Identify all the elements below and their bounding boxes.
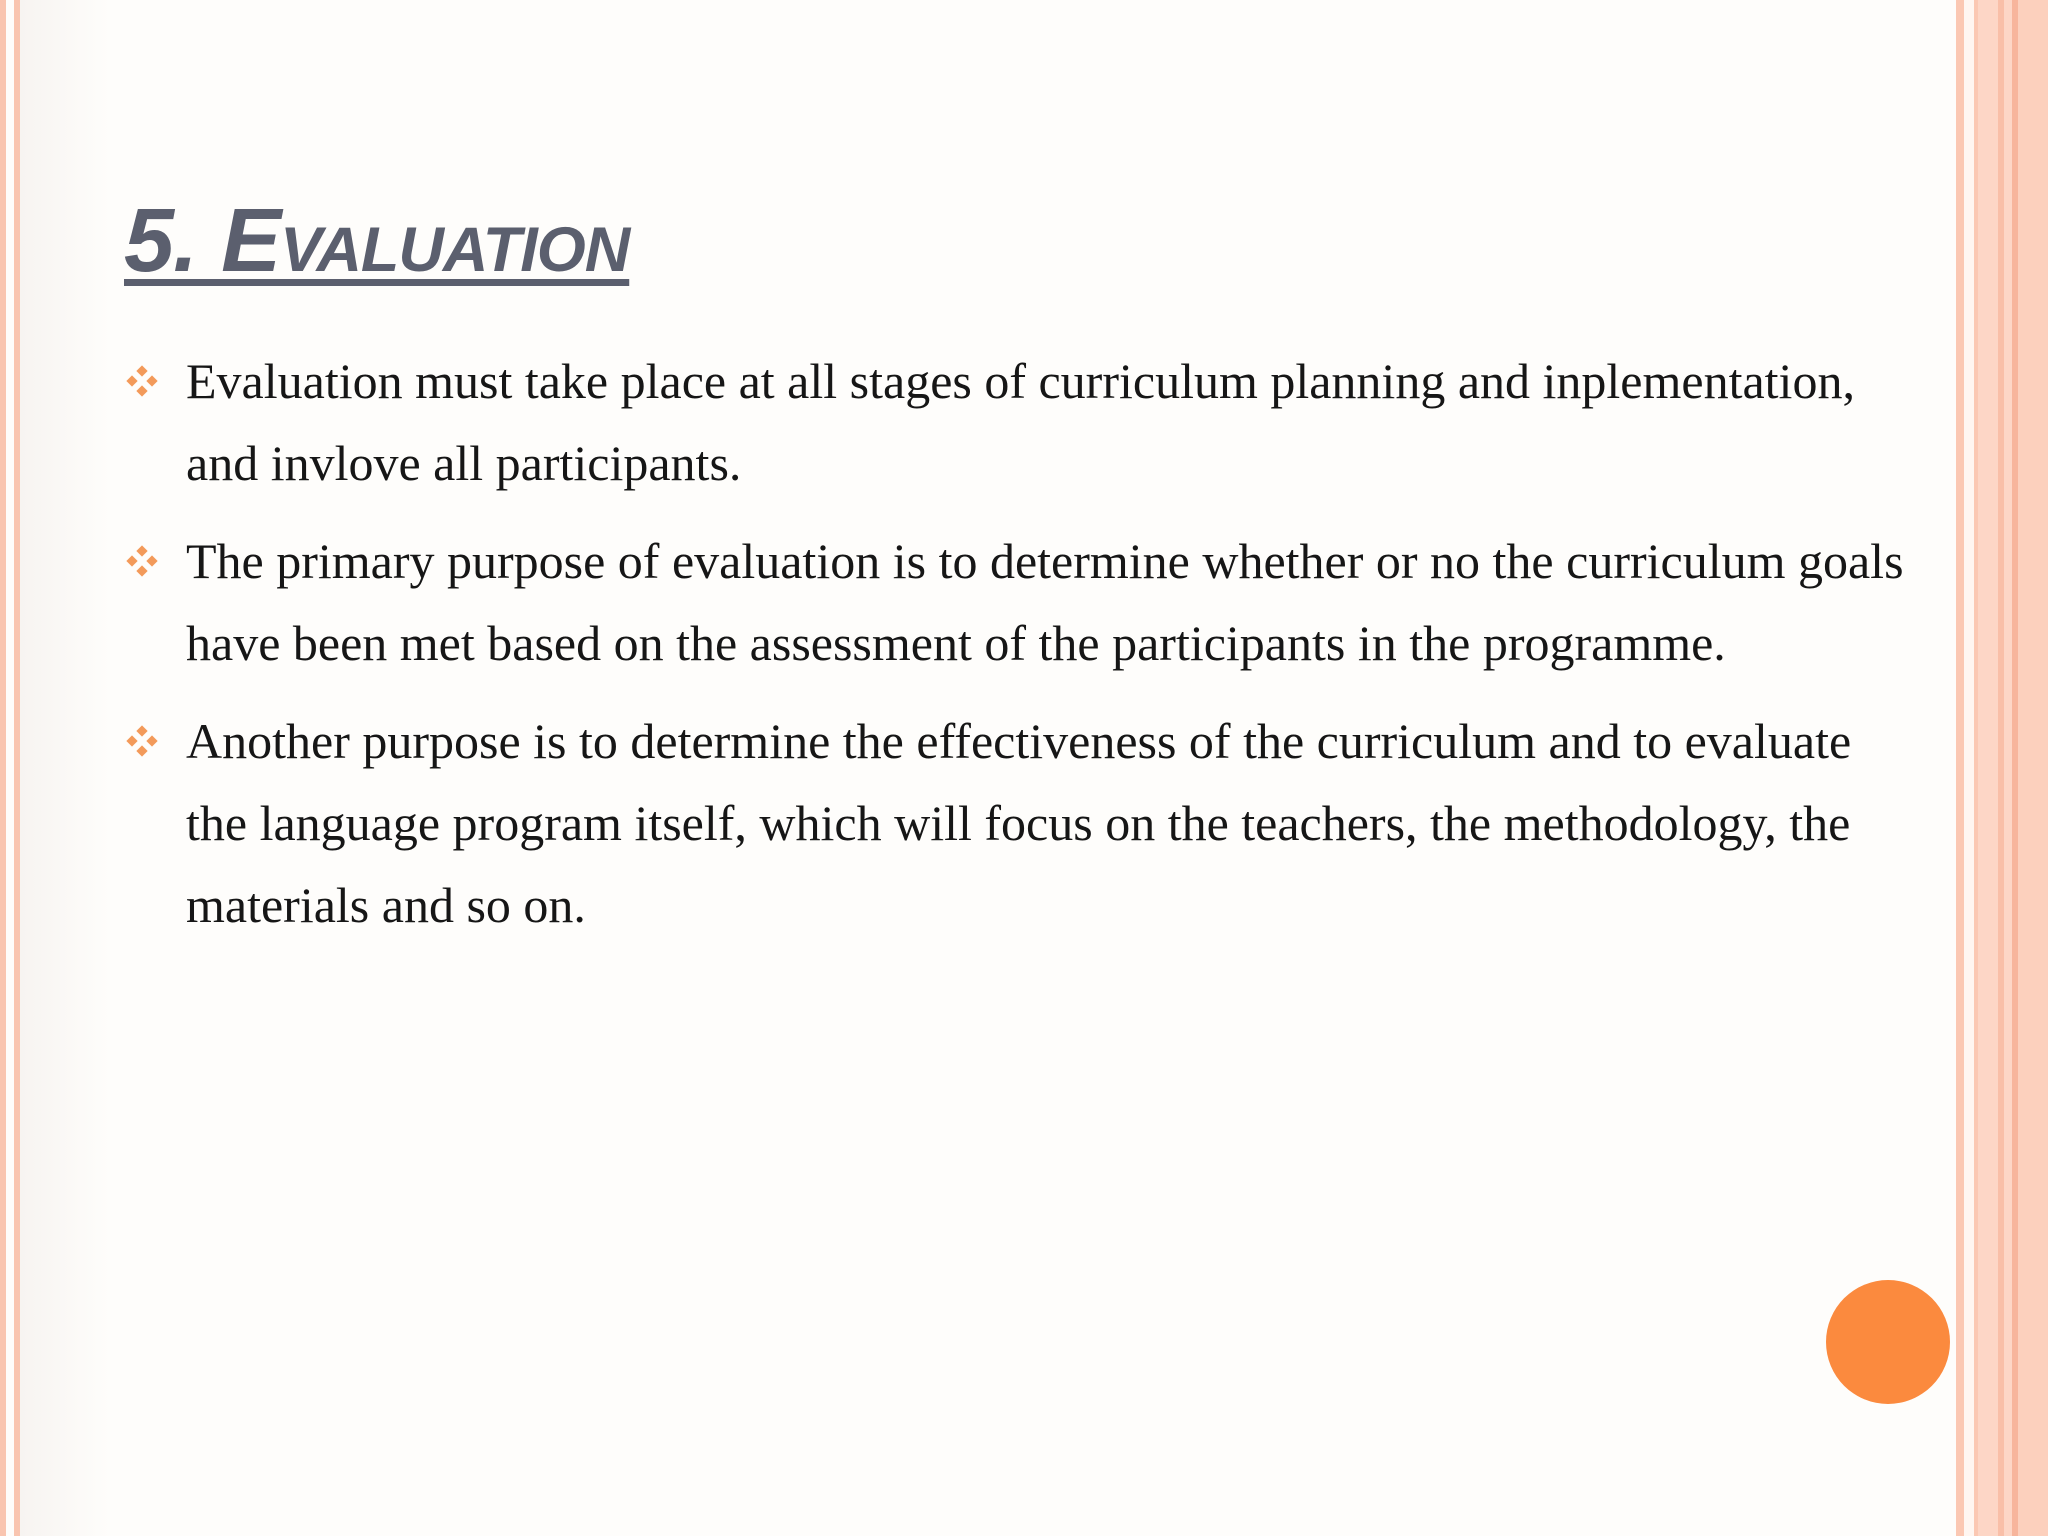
diamond-bullet-icon [124,543,160,579]
left-border-line [0,0,6,1536]
bullet-item [124,700,1924,946]
right-decorative-band [2004,0,2012,1536]
bullet-item [124,520,1924,684]
left-shade [20,0,110,1536]
right-decorative-band [2018,0,2048,1536]
orange-circle-decoration [1826,1280,1950,1404]
right-decorative-band [1956,0,1964,1536]
right-decorative-band [1964,0,1974,1536]
slide-title: 5. Evaluation [124,191,630,291]
bullet-list [124,340,1924,962]
diamond-bullet-icon [124,363,160,399]
bullet-item [124,340,1924,504]
right-decorative-band [1978,0,1998,1536]
diamond-bullet-icon [124,723,160,759]
bullet-text: Evaluation must take place at all stages of curriculum planning and inplementation, and invlove all participants. [186,353,1855,491]
bullet-text: The primary purpose of evaluation is to determine whether or no the curriculum goals have been met based on the assessment of the participants in the programme. [186,533,1904,671]
bullet-text: Another purpose is to determine the effectiveness of the curriculum and to evaluate the language program itself, which will focus on the teachers, the methodology, the materials and so on. [186,713,1852,933]
